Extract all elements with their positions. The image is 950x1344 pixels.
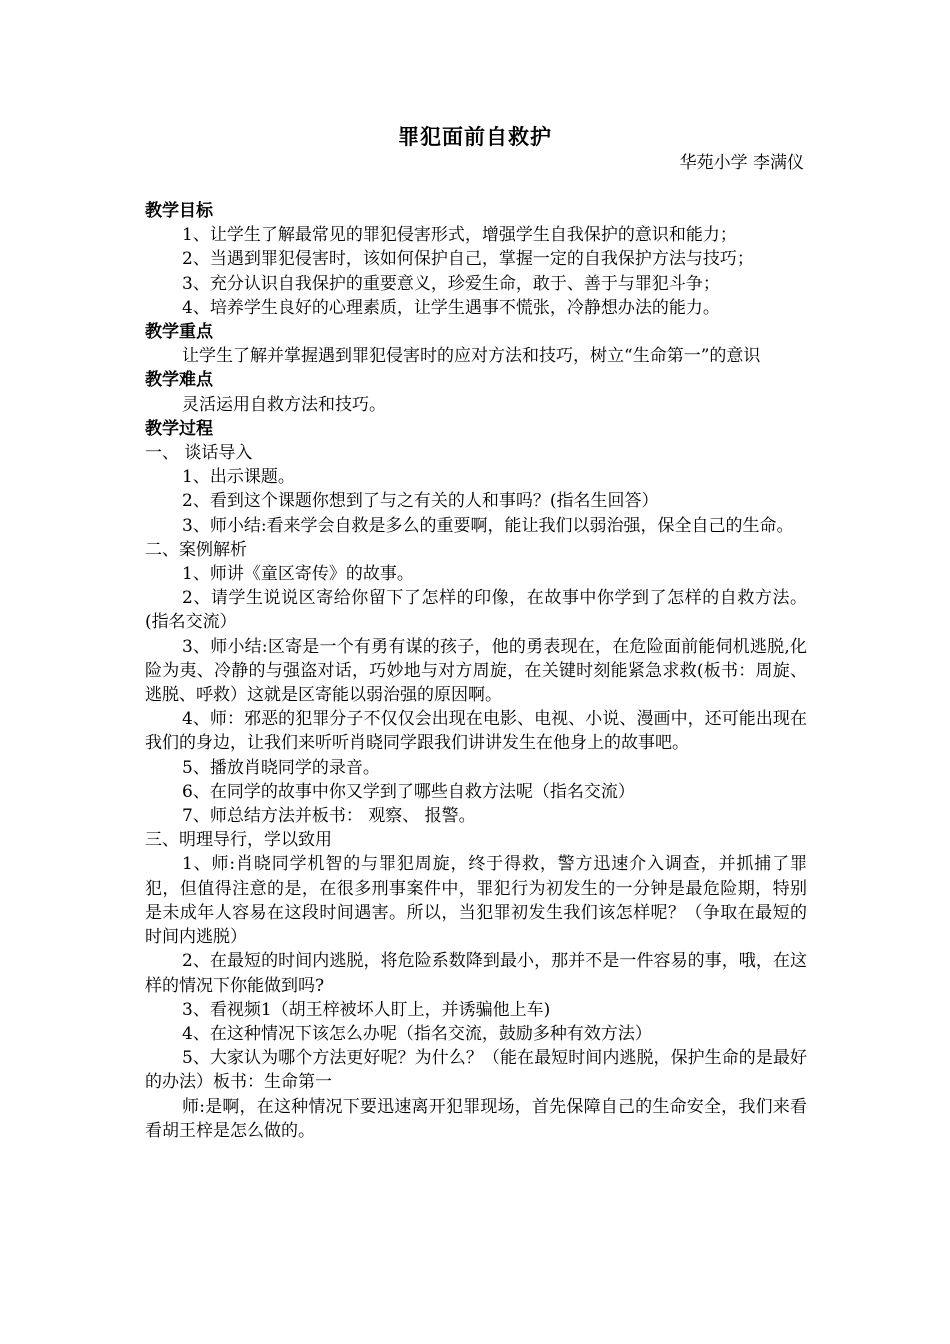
paragraph: 4、在这种情况下该怎么办呢（指名交流，鼓励多种有效方法）	[182, 1023, 652, 1044]
paragraph: 6、在同学的故事中你又学到了哪些自救方法呢（指名交流）	[182, 781, 635, 802]
paragraph: 2、看到这个课题你想到了与之有关的人和事吗？(指名生回答）	[182, 491, 659, 512]
paragraph: 一、 谈话导入	[145, 443, 253, 464]
paragraph: 4、师：邪恶的犯罪分子不仅仅会出现在电影、电视、小说、漫画中，还可能出现在我们的身边，让我们来听听肖晓同学跟我们讲讲发生在他身上的故事吧。	[145, 709, 807, 754]
document-body	[145, 199, 807, 1143]
paragraph: 5、播放肖晓同学的录音。	[182, 757, 380, 778]
paragraph: 三、明理导行，学以致用	[145, 830, 332, 851]
paragraph: 2、在最短的时间内逃脱，将危险系数降到最小，那并不是一件容易的事，哦，在这样的情况下你能做到吗?	[145, 951, 807, 996]
paragraph: 1、师:肖晓同学机智的与罪犯周旋，终于得救，警方迅速介入调查，并抓捕了罪犯，但值得注意的是，在很多刑事案件中，罪犯行为初发生的一分钟是最危险期，特别是未成年人容易在这段时间遇害。所以，当犯罪初发生我们该怎样呢？（争取在最短的时间内逃脱）	[145, 854, 807, 948]
section-heading: 教学过程	[145, 418, 213, 439]
paragraph: 4、培养学生良好的心理素质，让学生遇事不慌张，冷静想办法的能力。	[182, 297, 720, 318]
page-title: 罪犯面前自救护	[398, 125, 552, 149]
paragraph: 3、看视频1（胡王梓被坏人盯上，并诱骗他上车)	[182, 999, 551, 1020]
paragraph: 师:是啊，在这种情况下要迅速离开犯罪现场，首先保障自己的生命安全，我们来看看胡王梓是怎么做的。	[145, 1096, 807, 1141]
section-heading: 教学难点	[145, 370, 213, 391]
paragraph: 1、师讲《童区寄传》的故事。	[182, 564, 414, 585]
paragraph: 2、请学生说说区寄给你留下了怎样的印像，在故事中你学到了怎样的自救方法。(指名交流）	[145, 588, 807, 633]
paragraph: 3、师小结:区寄是一个有勇有谋的孩子，他的勇表现在，在危险面前能伺机逃脱,化险为夷、冷静的与强盗对话，巧妙地与对方周旋，在关键时刻能紧急求救(板书：周旋、逃脱、呼救）这就是区寄能以弱治强的原因啊。	[145, 636, 807, 706]
paragraph: 5、大家认为哪个方法更好呢？为什么？（能在最短时间内逃脱，保护生命的是最好的办法）板书：生命第一	[145, 1048, 807, 1093]
paragraph: 1、出示课题。	[182, 467, 295, 488]
paragraph: 1、让学生了解最常见的罪犯侵害形式，增强学生自我保护的意识和能力；	[182, 225, 737, 246]
paragraph: 二、案例解析	[145, 539, 247, 560]
author-line: 华苑小学 李满仪	[679, 153, 804, 173]
paragraph: 7、师总结方法并板书： 观察、 报警。	[182, 806, 476, 827]
section-heading: 教学重点	[145, 322, 213, 343]
paragraph: 3、师小结:看来学会自救是多么的重要啊，能让我们以弱治强，保全自己的生命。	[182, 515, 794, 536]
paragraph: 让学生了解并掌握遇到罪犯侵害时的应对方法和技巧，树立“生命第一”的意识	[182, 346, 761, 367]
paragraph: 3、充分认识自我保护的重要意义，珍爱生命，敢于、善于与罪犯斗争；	[182, 273, 720, 294]
paragraph: 灵活运用自救方法和技巧。	[182, 394, 386, 415]
section-heading: 教学目标	[145, 201, 213, 221]
paragraph: 2、当遇到罪犯侵害时，该如何保护自己，掌握一定的自我保护方法与技巧；	[182, 249, 754, 270]
